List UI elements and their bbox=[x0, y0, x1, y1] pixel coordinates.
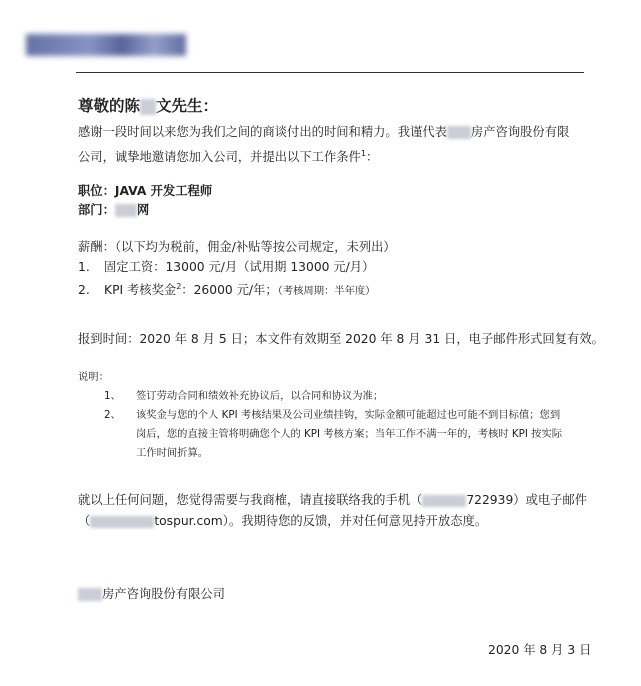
contact-line-2: （ tospur.com）。我期待您的反馈，并对任何意见持开放态度。 bbox=[78, 514, 488, 528]
header-divider bbox=[76, 72, 584, 73]
contact-line-1: 就以上任何问题，您觉得需要与我商榷，请直接联络我的手机（ 722939）或电子邮件 bbox=[78, 493, 588, 507]
report-time-line: 报到时间：2020 年 8 月 5 日；本文件有效期至 2020 年 8 月 31 日，电子邮件形式回复有效。 bbox=[78, 332, 604, 346]
company-signature: 房产咨询股份有限公司 bbox=[78, 585, 225, 603]
redacted-company-name bbox=[78, 588, 102, 601]
redacted-phone bbox=[422, 495, 466, 507]
redacted-department bbox=[115, 204, 137, 217]
position-line: 职位：JAVA 开发工程师 bbox=[78, 184, 213, 198]
note-item-2-line-2: 岗后，您的直接主管将明确您个人的 KPI 考核方案；当年工作不满一年的，考核时 KPI 按实际 bbox=[136, 428, 563, 440]
note-item-2: 2、 该奖金与您的个人 KPI 考核结果及公司业绩挂钩，实际金额可能超过也可能不到目标值；您到 bbox=[104, 409, 561, 421]
redacted-email bbox=[90, 516, 154, 528]
intro-line-2: 公司，诚挚地邀请您加入公司，并提出以下工作条件$^1$： bbox=[78, 149, 379, 165]
intro-line-1: 感谢一段时间以来您为我们之间的商谈付出的时间和精力。我谨代表 房产咨询股份有限 bbox=[78, 125, 570, 139]
letter-date: 2020 年 8 月 3 日 bbox=[488, 643, 592, 657]
note-item-2-line-3: 工作时间折算。 bbox=[136, 447, 209, 459]
salary-item-1: 1. 固定工资：13000 元/月（试用期 13000 元/月） bbox=[78, 260, 375, 274]
salary-heading: 薪酬：（以下均为税前，佣金/补贴等按公司规定，未列出） bbox=[78, 240, 396, 254]
salutation: 尊敬的陈 文先生： bbox=[78, 97, 219, 115]
salary-item-2: 2. KPI 考核奖金$^2$：26000 元/年；（考核周期：半年度） bbox=[78, 282, 376, 298]
redacted-company bbox=[447, 126, 471, 139]
company-logo-blurred bbox=[26, 34, 186, 56]
notes-heading: 说明： bbox=[78, 371, 109, 383]
redacted-name bbox=[140, 99, 156, 115]
department-line: 部门： 网 bbox=[78, 203, 150, 217]
note-item-1: 1、 签订劳动合同和绩效补充协议后，以合同和协议为准； bbox=[104, 390, 384, 402]
